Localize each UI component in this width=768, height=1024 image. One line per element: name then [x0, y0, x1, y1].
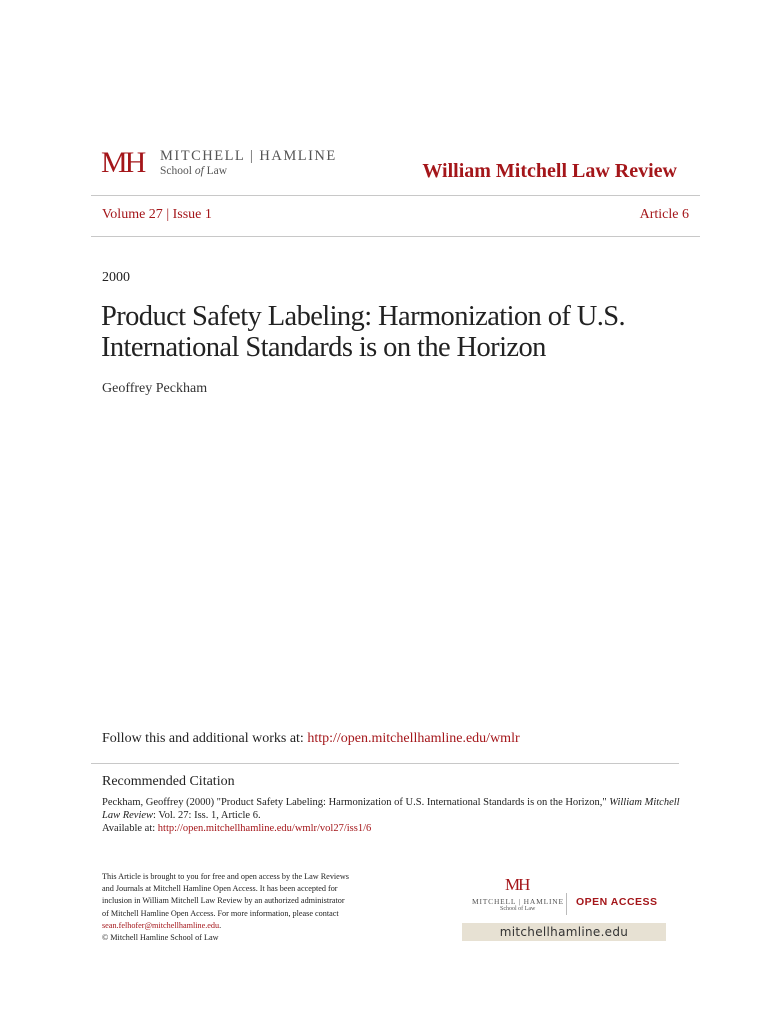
article-title: Product Safety Labeling: Harmonization of U.S. International Standards is on the Horizon [101, 301, 626, 363]
publication-year: 2000 [102, 270, 130, 285]
mitchell-hamline-logo-mark: MH [101, 146, 144, 179]
citation-text: Peckham, Geoffrey (2000) "Product Safety Labeling: Harmonization of U.S. International Standards is on the Horizon," William Mitchell Law Review: Vol. 27: Iss. 1, Article 6. Available at: http://open.mitchellhamline.edu/wmlr/vol27/iss1/6 [102, 797, 680, 834]
meta-separator: | [162, 207, 173, 222]
follow-url-link[interactable]: http://open.mitchellhamline.edu/wmlr [307, 731, 520, 746]
open-access-divider [566, 893, 567, 915]
journal-title[interactable]: William Mitchell Law Review [422, 160, 677, 182]
copyright: © Mitchell Hamline School of Law [102, 933, 219, 943]
citation-url-link[interactable]: http://open.mitchellhamline.edu/wmlr/vol27/iss1/6 [157, 823, 372, 834]
mitchellhamline-site-link[interactable]: mitchellhamline.edu [462, 923, 666, 941]
recommended-citation-heading: Recommended Citation [102, 774, 235, 789]
volume-link[interactable]: Volume 27 [102, 207, 163, 222]
article-number[interactable]: Article 6 [639, 207, 689, 222]
follow-line [102, 731, 520, 747]
open-access-notice: This Article is brought to you for free and open access by the Law Reviews and Journals at Mitchell Hamline Open Access. It has been accepted for inclusion in William Mitchell Law Review by an authorized administrator of Mitchell Hamline Open Access. For more information, please contact sean.felhofer@mitchellhamline.edu. © Mitchell Hamline School of Law [102, 871, 402, 944]
header-divider [91, 195, 700, 196]
volume-issue [102, 207, 212, 223]
mitchell-hamline-logo-sub: School of Law [160, 165, 228, 177]
article-author[interactable]: Geoffrey Peckham [102, 381, 208, 396]
mitchell-hamline-logo-name: MITCHELL | HAMLINE [160, 148, 337, 164]
meta-divider [91, 236, 700, 237]
contact-email-link[interactable]: sean.felhofer@mitchellhamline.edu [102, 920, 220, 930]
citation-divider [91, 763, 679, 764]
open-access-logo-name: MITCHELL | HAMLINE [472, 897, 564, 906]
open-access-label: OPEN ACCESS [576, 896, 658, 908]
follow-text: Follow this and additional works at: [102, 731, 308, 746]
open-access-logo-sub: School of Law [500, 906, 536, 912]
open-access-logo-mark: MH [505, 875, 529, 894]
issue-link[interactable]: Issue 1 [172, 207, 212, 222]
